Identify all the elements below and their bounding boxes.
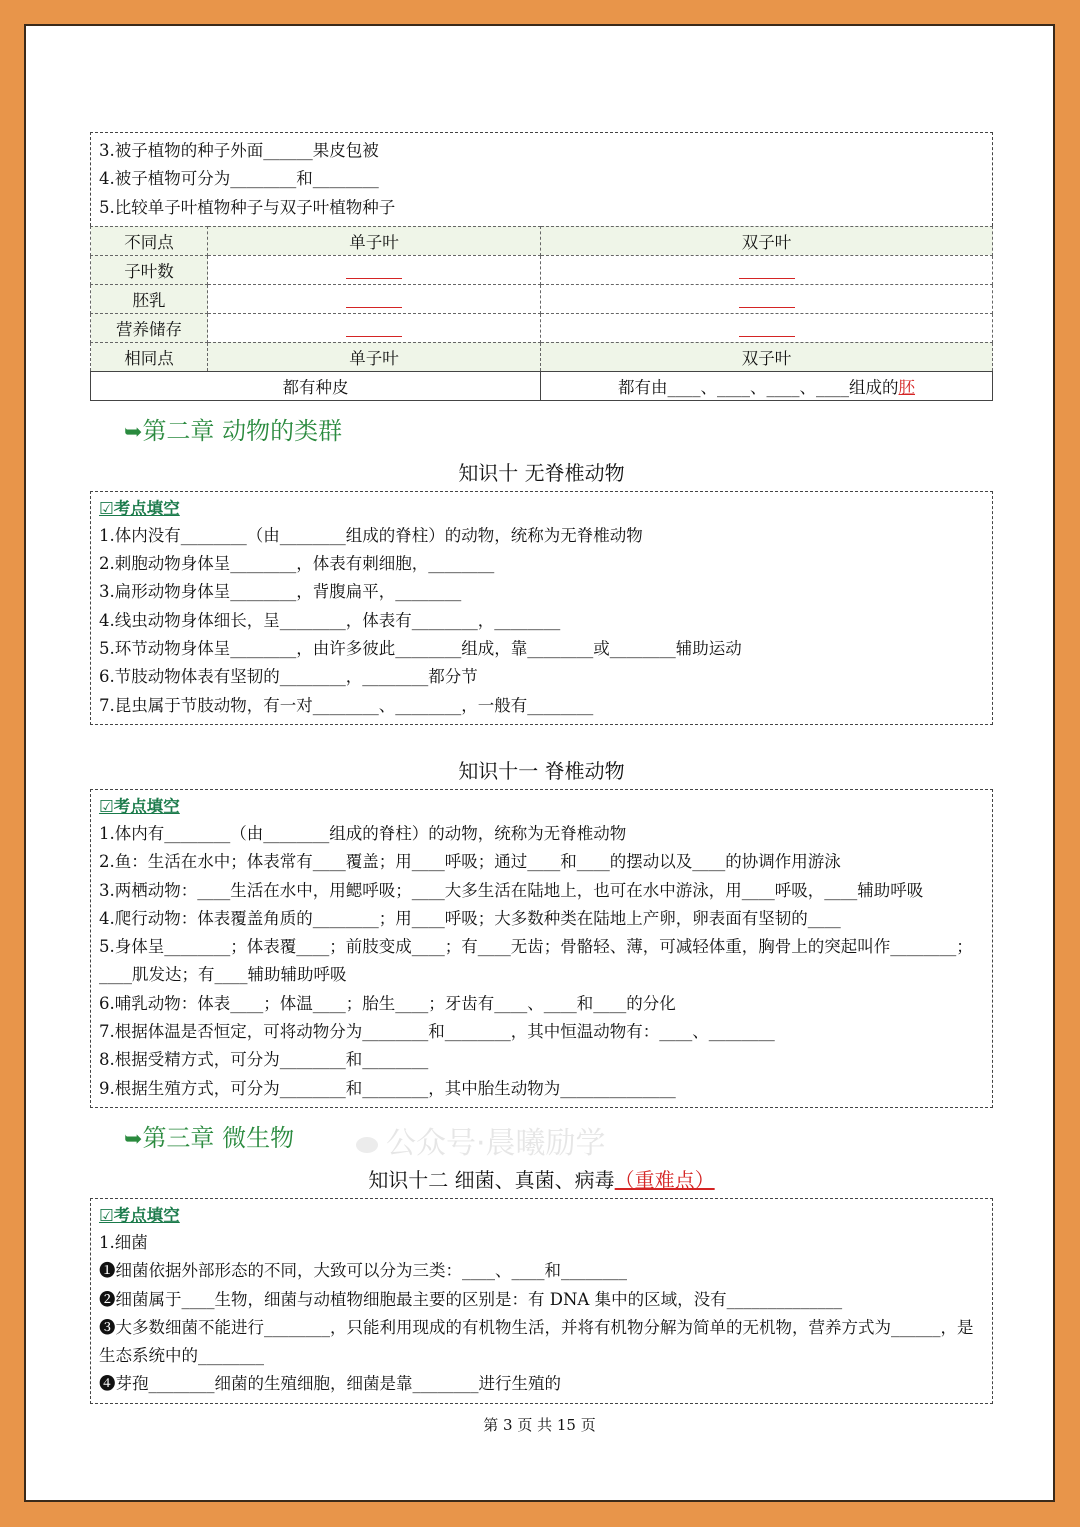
- section-title: 知识十一 脊椎动物: [458, 758, 625, 783]
- section-title: [90, 1160, 993, 1198]
- section-tag: ☑考点填空: [99, 498, 180, 518]
- text-line: ❹芽孢________细菌的生殖细胞，细菌是靠________进行生殖的: [99, 1374, 561, 1394]
- text-line: 9.根据生殖方式，可分为________和________，其中胎生动物为______________: [99, 1078, 676, 1098]
- text-line: 3.两栖动物：____生活在水中，用鳃呼吸；____大多生活在陆地上，也可在水中游泳，用____呼吸，____辅助呼吸: [99, 880, 924, 900]
- text-line: 4.被子植物可分为________和________: [99, 169, 379, 189]
- top-box: [90, 132, 993, 226]
- arrow-icon: ➥: [124, 1126, 143, 1152]
- blank-cell: [541, 284, 993, 313]
- text-line: 1.体内没有________（由________组成的脊柱）的动物，统称为无脊椎动物: [99, 525, 643, 545]
- arrow-icon: ➥: [124, 419, 143, 445]
- table-row: [91, 342, 993, 371]
- table-row-header: 胚乳: [91, 284, 208, 313]
- text-line: 2.鱼：生活在水中；体表常有____覆盖；用____呼吸；通过____和____的摆动以及____的协调作用游泳: [99, 852, 841, 872]
- text-line: 1.体内有________（由________组成的脊柱）的动物，统称为无脊椎动物: [99, 823, 627, 843]
- chapter-title: 第三章 微生物: [142, 1123, 295, 1152]
- table-row: [91, 255, 993, 284]
- blank-line: [346, 291, 402, 308]
- blank-cell: [541, 313, 993, 342]
- page: [24, 24, 1055, 1502]
- text-line: 7.昆虫属于节肢动物，有一对________、________，一般有________: [99, 695, 594, 715]
- table-header-cell: 单子叶: [208, 226, 541, 255]
- text-line: 8.根据受精方式，可分为________和________: [99, 1050, 429, 1070]
- blank-line: [739, 320, 795, 337]
- section-tag: ☑考点填空: [99, 1205, 180, 1225]
- blank-cell: [208, 313, 541, 342]
- table-header-row: [91, 226, 993, 255]
- text-line: 3.扁形动物身体呈________，背腹扁平，________: [99, 582, 462, 602]
- table-row-header: 相同点: [91, 342, 208, 371]
- section-box: [90, 491, 993, 725]
- table-cell: [541, 371, 993, 400]
- key-point-label: （重难点）: [614, 1167, 715, 1192]
- text-line: ❷细菌属于____生物，细菌与动植物细胞最主要的区别是：有 DNA 集中的区域，没有______________: [99, 1289, 843, 1309]
- blank-line: [739, 291, 795, 308]
- table-header-cell: 双子叶: [541, 342, 993, 371]
- text-line: 5.比较单子叶植物种子与双子叶植物种子: [99, 197, 396, 217]
- watermark: 公众号·晨曦励学: [356, 1118, 606, 1162]
- table-header-cell: 不同点: [91, 226, 208, 255]
- text-line: 4.爬行动物：体表覆盖角质的________；用____呼吸；大多数种类在陆地上产卵，卵表面有坚韧的____: [99, 908, 841, 928]
- text-line: 6.哺乳动物：体表____；体温____；胎生____；牙齿有____、____和____的分化: [99, 993, 676, 1013]
- content: [90, 132, 993, 1404]
- table-row-header: 子叶数: [91, 255, 208, 284]
- text-line: 1.细菌: [99, 1232, 148, 1252]
- table-cell: 都有种皮: [91, 371, 541, 400]
- table-row: [91, 284, 993, 313]
- blank-line: [346, 320, 402, 337]
- blank-line: [346, 262, 402, 279]
- comparison-table: [90, 226, 993, 401]
- blank-cell: [541, 255, 993, 284]
- text-line: 3.被子植物的种子外面______果皮包被: [99, 141, 379, 160]
- chapter-heading: [124, 409, 993, 453]
- table-header-cell: 单子叶: [208, 342, 541, 371]
- section-box: [90, 789, 993, 1108]
- text-line: 7.根据体温是否恒定，可将动物分为________和________，其中恒温动物有：____、________: [99, 1022, 775, 1042]
- section-tag: ☑考点填空: [99, 796, 180, 816]
- blank-line: [739, 262, 795, 279]
- section-title-text: 知识十二 细菌、真菌、病毒: [368, 1167, 615, 1192]
- section-title: 知识十 无脊椎动物: [458, 460, 625, 485]
- highlight-text: 胚: [898, 377, 915, 397]
- cell-text: 都有由____、____、____、____组成的: [618, 377, 899, 397]
- blank-cell: [208, 255, 541, 284]
- text-line: 4.线虫动物身体细长，呈________，体表有________，________: [99, 610, 561, 630]
- table-row-header: 营养储存: [91, 313, 208, 342]
- text-line: 6.节肢动物体表有坚韧的________，________都分节: [99, 667, 478, 687]
- page-number: 第 3 页 共 15 页: [483, 1416, 596, 1434]
- chapter-title: 第二章 动物的类群: [142, 416, 343, 445]
- section-box: [90, 1198, 993, 1404]
- table-row: [91, 371, 993, 400]
- text-line: 5.身体呈________；体表覆____；前肢变成____；有____无齿；骨骼轻、薄，可减轻体重，胸骨上的突起叫作________；____肌发达；有____辅助辅助呼吸: [99, 937, 973, 985]
- chapter-heading: [124, 1116, 993, 1160]
- text-line: ❶细菌依据外部形态的不同，大致可以分为三类：____、____和________: [99, 1261, 627, 1281]
- table-row: [91, 313, 993, 342]
- text-line: ❸大多数细菌不能进行________，只能利用现成的有机物生活，并将有机物分解为简单的无机物，营养方式为______，是生态系统中的________: [99, 1317, 974, 1366]
- text-line: 2.刺胞动物身体呈________，体表有刺细胞，________: [99, 554, 495, 574]
- text-line: 5.环节动物身体呈________，由许多彼此________组成，靠________或________辅助运动: [99, 639, 742, 659]
- table-header-cell: 双子叶: [541, 226, 993, 255]
- blank-cell: [208, 284, 541, 313]
